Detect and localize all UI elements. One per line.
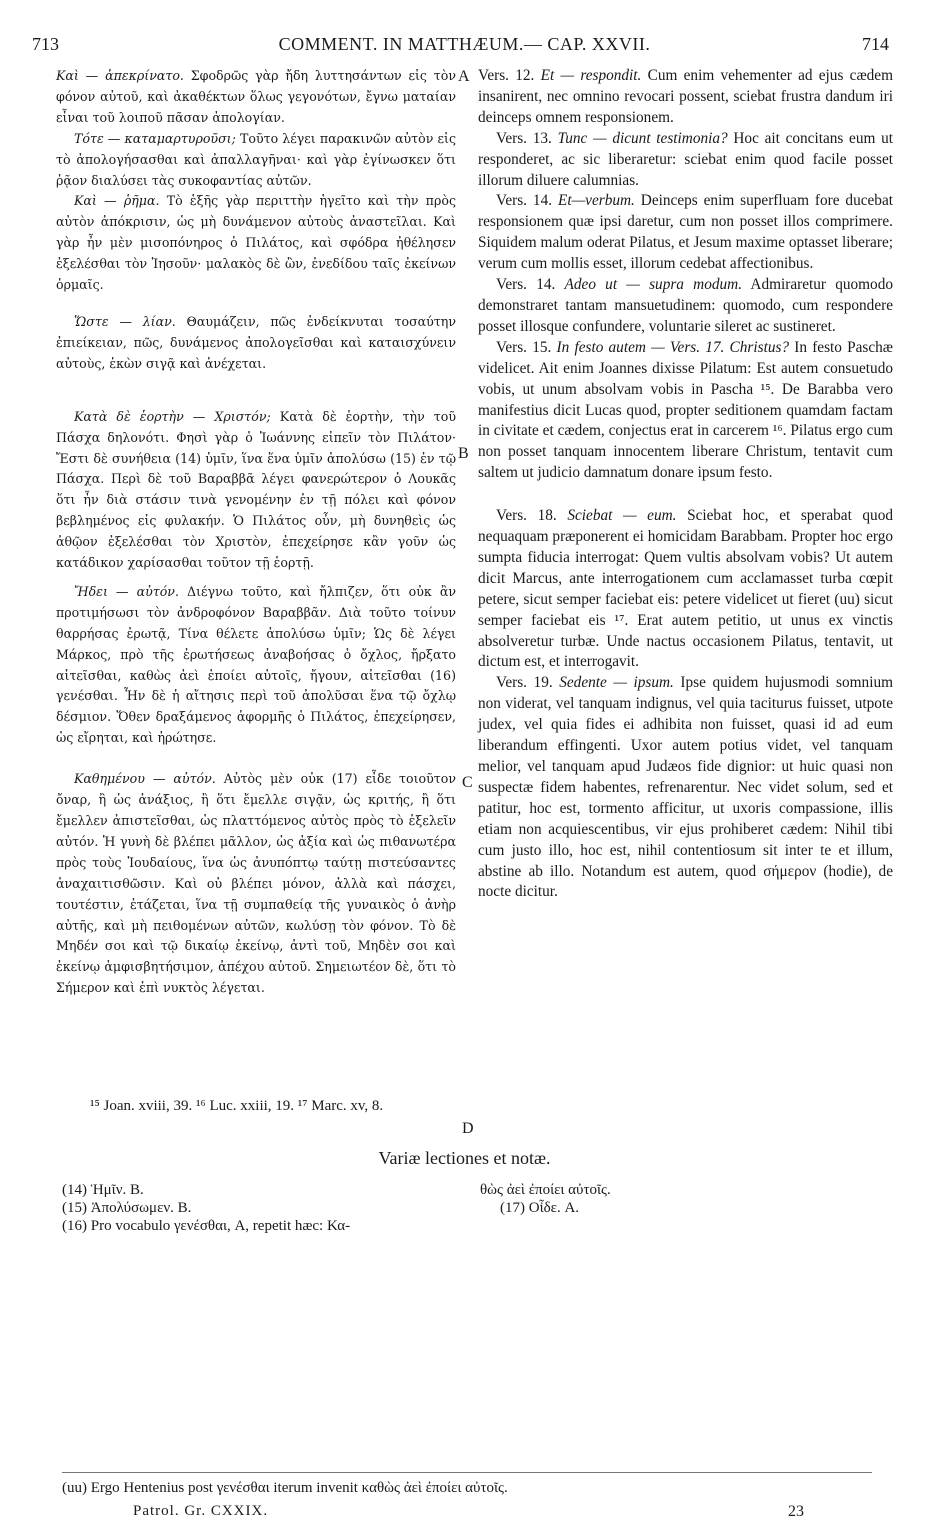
latin-text: In festo Paschæ videlicet. Ait enim Joannes dixisse Pilatum: Est autem consuetudo vobis, ut unum absolvam vobis in Pascha ¹⁵. De Barabba vero manifestius dicit Lucas quod, propter seditionem quamdam factam in civitate et cædem, conjectus erat in carcerem ¹⁶. Pilatus ergo cum non posset tanquam innocentem liberare Christum, tentavit cum saltem ut judicio damnatum donare ipsum festo. bbox=[478, 338, 894, 482]
margin-letter: D bbox=[462, 1120, 474, 1137]
latin-text: Admiraretur quomodo demonstraret tantam mansuetudinem: quomodo, cum respondere posset illosque confundere, voluntarie sileret ac sustineret. bbox=[478, 276, 893, 335]
page-number-left: 713 bbox=[32, 34, 59, 54]
latin-text: Cum enim vehementer ad ejus cædem insanirent, nec omnino revocari possent, sciebat frustra dandum iri deinceps omnem responsionem. bbox=[478, 67, 893, 126]
divider bbox=[62, 1472, 872, 1473]
page-number-right: 714 bbox=[862, 34, 889, 54]
variant-note: (uu) Ergo Hentenius post γενέσθαι iterum invenit καθὼς ἀεὶ ἐποίει αὐτοῖς. bbox=[62, 1480, 508, 1496]
greek-paragraph bbox=[56, 582, 456, 749]
variant-reading: (16) Pro vocabulo γενέσθαι, A, repetit hæc: Κα- bbox=[62, 1218, 351, 1234]
latin-paragraph bbox=[478, 129, 893, 192]
greek-paragraph bbox=[56, 129, 456, 192]
latin-verse: Vers. 15. bbox=[496, 338, 557, 356]
greek-text: Σφοδρῶς γὰρ ἤδη λυττησάντων εἰς τὸν φόνον αὐτοῦ, καὶ ἀκαθέκτων ὅλως γεγονότων, ἔγνω ματαίαν εἶναι τοῦ λοιποῦ πᾶσαν ἀπολογίαν. bbox=[56, 68, 456, 125]
greek-lemma: Ὥστε — λίαν. bbox=[74, 313, 176, 329]
margin-letter: A bbox=[458, 68, 470, 85]
greek-text: Θαυμάζειν, πῶς ἐνδείκνυται τοσαύτην ἐπιείκειαν, πῶς, δυνάμενος ἀπολογεῖσθαι καὶ καταισχύνειν αὐτοὺς, ἑκὼν σιγᾷ καὶ ἀνέχεται. bbox=[56, 313, 456, 371]
greek-column bbox=[56, 66, 456, 999]
variant-reading: (15) Ἀπολύσωμεν. B. bbox=[62, 1200, 192, 1216]
latin-text: Ipse quidem hujusmodi somnium non viderat, vel tanquam indignus, vel quia taciturus fuisset, utpote judex, vel quia fides ei adhibita non fuisset, quasi id ad eum liberandum effingenti. Uxor autem potius videt, vel tanquam melior, vel tanquam apud Judæos fide dignior: ut huic quasi non suspectæ fidem habentes, refrenarentur. Nec videt solum, sed et patitur, hoc est, tormento afficitur, ut uxoris compassione, illis etiam non acquiescentibus, vir ejus prohiberet cædem: Nihil tibi cum justo illo, hoc est, nihil contentiosum sit inter te et illum, abstine ab illo. Notandum est autem, quod σήμερον (hodie), de nocte dicitur. bbox=[478, 674, 893, 901]
latin-paragraph bbox=[478, 275, 893, 338]
latin-verse: Vers. 14. bbox=[496, 276, 565, 294]
latin-lemma: Adeo ut — supra modum. bbox=[564, 276, 743, 294]
latin-verse: Vers. 12. bbox=[478, 67, 541, 84]
greek-text: Τοῦτο λέγει παρακινῶν αὐτὸν εἰς τὸ ἀπολογήσασθαι καὶ ἀπαλλαγῆναι· καὶ γὰρ ἐγίνωσκεν ὅτι ῥᾷον διαλύσει τὰς συκοφαντίας αὐτῶν. bbox=[56, 130, 456, 188]
latin-paragraph bbox=[478, 506, 893, 673]
latin-verse: Vers. 19. bbox=[496, 674, 560, 692]
latin-lemma: Sedente — ipsum. bbox=[559, 674, 674, 692]
greek-paragraph bbox=[56, 191, 456, 296]
latin-verse: Vers. 14. bbox=[496, 192, 558, 210]
variant-reading: (17) Οἶδε. A. bbox=[500, 1200, 580, 1216]
latin-lemma: In festo autem — Vers. 17. Christus? bbox=[556, 338, 790, 356]
greek-text: Αὐτὸς μὲν οὐκ (17) εἶδε τοιοῦτον ὄναρ, ἢ ὡς ἀνάξιος, ἢ ὅτι ἔμελλε σιγᾷν, ὡς κριτής, ἢ ὅτι ἔμελλεν ἀπιστεῖσθαι, ὡς πλαττόμενος αὐτὸς πρὸς τὸ ἐξελεῖν αὐτόν. Ἡ γυνὴ δὲ βλέπει μᾶλλον, ὡς ἀξία καὶ ὡς πιθανωτέρα πρὸς τοὺς Ἰουδαίους, ἵνα ὡς ἀνυπόπτῳ ταύτῃ πιστεύσαντες ἀναχαιτισθῶσιν. Καὶ οὐ βλέπει μόνον, ἀλλὰ καὶ πάσχει, τουτέστιν, ἐτάζεται, ἵνα τῇ συμπαθείᾳ τῆς γυναικὸς ὁ ἀνὴρ αὐτῆς, καὶ μὴ πειθομένων αὐτῶν, κωλύσῃ τὸν φόνον. Τὸ δὲ Μηδέν σοι καὶ τῷ δικαίῳ ἐκείνῳ, ἀντὶ τοῦ, Μηδὲν σοι καὶ ἐκείνῳ ἀμφισβητήσιμον, ἀπέχου αὐτοῦ. Σημειωτέον δὲ, ὅτι τὸ Σήμερον καὶ ἐπὶ νυκτὸς λέγεται. bbox=[56, 771, 456, 996]
latin-paragraph bbox=[478, 66, 893, 129]
margin-letter: C bbox=[462, 774, 473, 791]
variae-title: Variæ lectiones et notæ. bbox=[378, 1148, 551, 1168]
signature-mark: Patrol. Gr. CXXIX. bbox=[133, 1503, 269, 1519]
greek-lemma: Καὶ — ἀπεκρίνατο. bbox=[56, 68, 184, 83]
greek-lemma: Ἤδει — αὐτόν. bbox=[74, 583, 179, 599]
latin-paragraph bbox=[478, 673, 893, 903]
latin-lemma: Sciebat — eum. bbox=[567, 507, 677, 525]
greek-lemma: Καὶ — ῥῆμα. bbox=[74, 193, 160, 209]
latin-paragraph bbox=[478, 338, 893, 484]
latin-lemma: Tunc — dicunt testimonia? bbox=[557, 129, 728, 147]
footnotes: ¹⁵ Joan. xviii, 39. ¹⁶ Luc. xxiii, 19. ¹⁷ Marc. xv, 8. bbox=[90, 1098, 384, 1114]
greek-paragraph bbox=[56, 769, 456, 999]
latin-column bbox=[478, 66, 893, 903]
greek-lemma: Τότε — καταμαρτυροῦσι; bbox=[74, 130, 236, 146]
greek-text: Τὸ ἑξῆς γὰρ περιττὴν ἡγεῖτο καὶ τὴν πρὸς αὐτὸν ἀπόκρισιν, ὡς μὴ δυνάμενον αὐτοὺς ἀναστεῖλαι. Καὶ γὰρ ἦν μὲν μισοπόνηρος ὁ Πιλάτος, καὶ σφόδρα ἠθέλησεν ἐξελέσθαι τὸν Ἰησοῦν· μαλακὸς δὲ ὢν, ἐνεδίδου ταῖς ἐκείνων ὁρμαῖς. bbox=[56, 193, 456, 293]
latin-verse: Vers. 18. bbox=[496, 507, 568, 525]
greek-paragraph bbox=[56, 312, 456, 375]
greek-text: Κατὰ δὲ ἑορτὴν, τὴν τοῦ Πάσχα δηλονότι. Φησὶ γὰρ ὁ Ἰωάννης εἰπεῖν τὸν Πιλάτον· Ἔστι δὲ συνήθεια (14) ὑμῖν, ἵνα ἕνα ὑμῖν ἀπολύσω (15) ἐν τῷ Πάσχα. Περὶ δὲ τοῦ Βαραββᾶ λέγει φανερώτερον ὁ Λουκᾶς ὅτι ἦν διὰ στάσιν τινὰ γενομένην ἐν τῇ πόλει καὶ φόνον βεβλημένος εἰς φυλακήν. Ὁ Πιλάτος οὖν, μὴ δυνηθεὶς ὡς ἀθῷον ἐξελέσθαι τὸν Χριστὸν, ἐπεχείρησε κἂν γοῦν ὡς κατάδικον χαρίσασθαι τοῦτον τῇ ἑορτῇ. bbox=[56, 408, 456, 571]
variant-reading: (14) Ἡμῖν. B. bbox=[62, 1182, 144, 1198]
latin-paragraph bbox=[478, 191, 893, 275]
latin-verse: Vers. 13. bbox=[496, 129, 558, 147]
sheet-number: 23 bbox=[788, 1503, 804, 1520]
latin-text: Sciebat hoc, et sperabat quod nequaquam præponerent ei homicidam Barabbam. Propter hoc ergo sumpta fiducia interrogat: Quem vultis absolvam vobis? Ut autem dicit Marcus, ante interrogationem cum acclamasset turba cœpit petere, sicut semper faciebat eis: petere videlicet ut fieret (uu) sicut semper faciebat eis ¹⁷. Erat autem petitio, ut unus ex vinctis absolveretur turbæ. Unde nactus occasionem Pilatus, tentavit, ut dictum est, et interrogavit. bbox=[478, 507, 894, 671]
greek-lemma: Κατὰ δὲ ἑορτὴν — Χριστόν; bbox=[74, 408, 271, 424]
greek-paragraph bbox=[56, 407, 456, 574]
greek-paragraph bbox=[56, 66, 456, 129]
running-head: COMMENT. IN MATTHÆUM.— CAP. XXVII. bbox=[278, 34, 651, 54]
variant-reading: θὼς ἀεὶ ἐποίει αὐτοῖς. bbox=[480, 1182, 611, 1198]
greek-text: Διέγνω τοῦτο, καὶ ἤλπιζεν, ὅτι οὐκ ἂν προτιμήσωσι τὸν ἀνδροφόνον Βαραββᾶν. Διὰ τοῦτο τοίνυν θαρρήσας ἐρωτᾷ, Τίνα θέλετε ἀπολύσω ὑμῖν; Ὡς δὲ λέγει Μάρκος, πρὸ τῆς ἐρωτήσεως ἀναβοήσας ὁ ὄχλος, ἤρξατο αἰτεῖσθαι, καθὼς ἀεὶ ἐποίει αὐτοῖς, ἤγουν, αἰτεῖσθαι (16) γενέσθαι. Ἦν δὲ ἡ αἴτησις περὶ τοῦ ἀπολῦσαι ἕνα τῷ ὄχλῳ δέσμιον. Ὅθεν δραξάμενος ἀφορμῆς ὁ Πιλάτος, ἐπεχείρησεν, ὡς εἴρηται, καὶ ἠρώτησε. bbox=[56, 583, 456, 746]
latin-text: Hoc ait concitans eum ut responderet, ac sic liberaretur: sciebat enim quod facile posset illorum diluere calumnias. bbox=[478, 129, 893, 189]
greek-lemma: Καθημένου — αὐτόν. bbox=[74, 771, 216, 787]
latin-lemma: Et—verbum. bbox=[557, 192, 635, 210]
latin-text: Deinceps enim superfluam fore ducebat responsionem quæ ipsi daretur, cum non posset illos comprimere. Siquidem malum oderat Pilatus, et Jesum maxime optasset liberare; verum cum mollis esset, illorum cedebat affectionibus. bbox=[478, 192, 893, 273]
margin-letter: B bbox=[458, 445, 469, 462]
latin-lemma: Et — respondit. bbox=[540, 67, 642, 84]
